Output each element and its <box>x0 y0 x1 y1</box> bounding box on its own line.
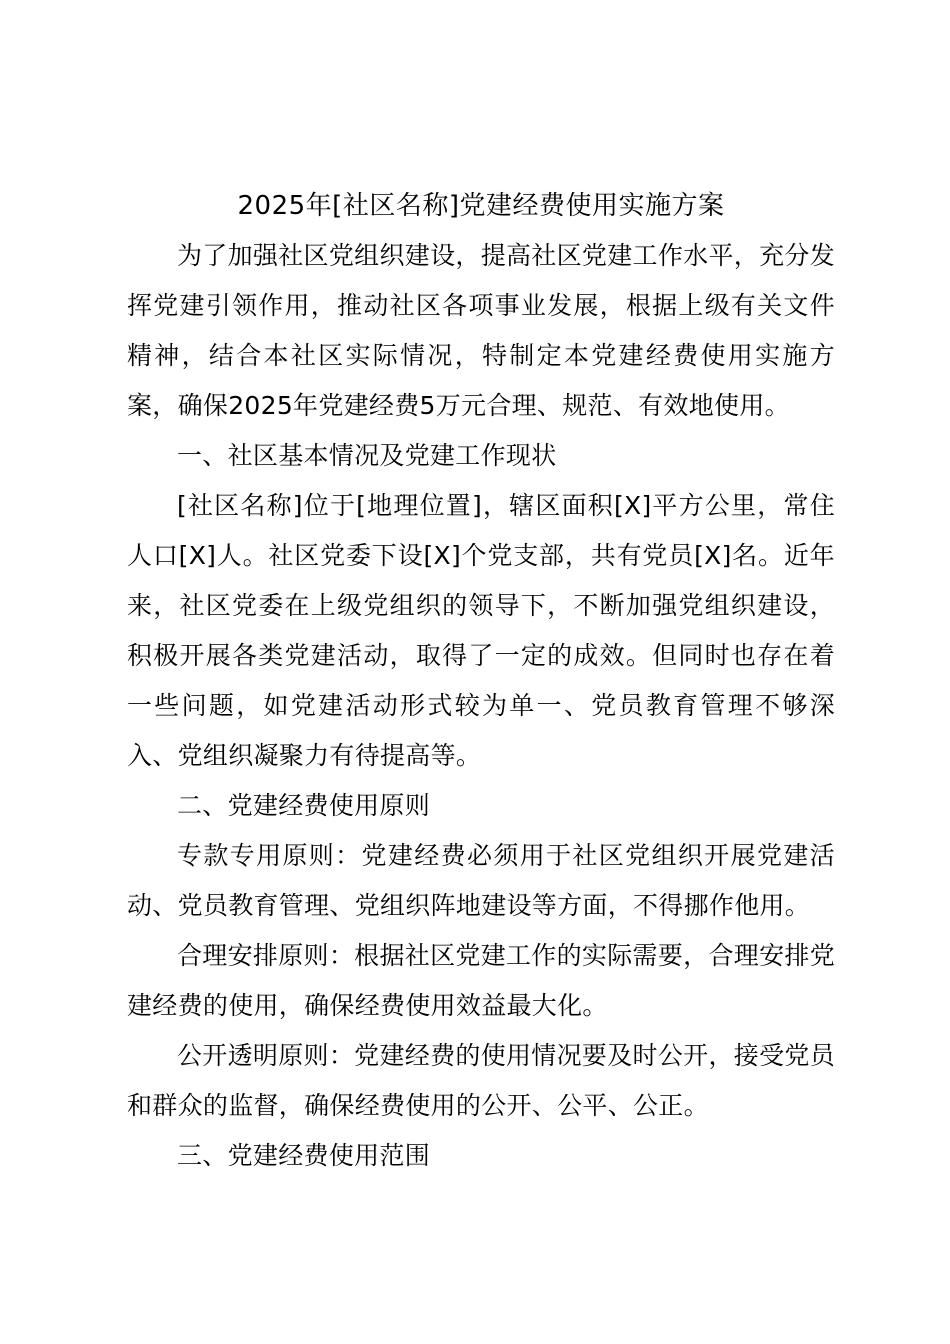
principle-reasonable-arrangement: 合理安排原则：根据社区党建工作的实际需要，合理安排党建经费的使用，确保经费使用效益最大化。 <box>127 941 835 1020</box>
document-title: 2025年[社区名称]党建经费使用实施方案 <box>237 191 725 221</box>
section-heading-2: 二、党建经费使用原则 <box>177 791 431 820</box>
section-heading-3: 三、党建经费使用范围 <box>177 1141 431 1170</box>
principle-transparency: 公开透明原则：党建经费的使用情况要及时公开，接受党员和群众的监督，确保经费使用的公开、公平、公正。 <box>127 1041 835 1120</box>
community-situation-paragraph: [社区名称]位于[地理位置]，辖区面积[X]平方公里，常住人口[X]人。社区党委下设[X]个党支部，共有党员[X]名。近年来，社区党委在上级党组织的领导下，不断加强党组织建设，积极开展各类党建活动，取得了一定的成效。但同时也存在着一些问题，如党建活动形式较为单一、党员教育管理不够深入、党组织凝聚力有待提高等。 <box>127 491 835 770</box>
document-body <box>127 185 835 1181</box>
intro-paragraph: 为了加强社区党组织建设，提高社区党建工作水平，充分发挥党建引领作用，推动社区各项事业发展，根据上级有关文件精神，结合本社区实际情况，特制定本党建经费使用实施方案，确保2025年党建经费5万元合理、规范、有效地使用。 <box>127 241 835 420</box>
section-heading-1: 一、社区基本情况及党建工作现状 <box>177 441 557 470</box>
principle-dedicated-funds: 专款专用原则：党建经费必须用于社区党组织开展党建活动、党员教育管理、党组织阵地建设等方面，不得挪作他用。 <box>127 841 835 920</box>
